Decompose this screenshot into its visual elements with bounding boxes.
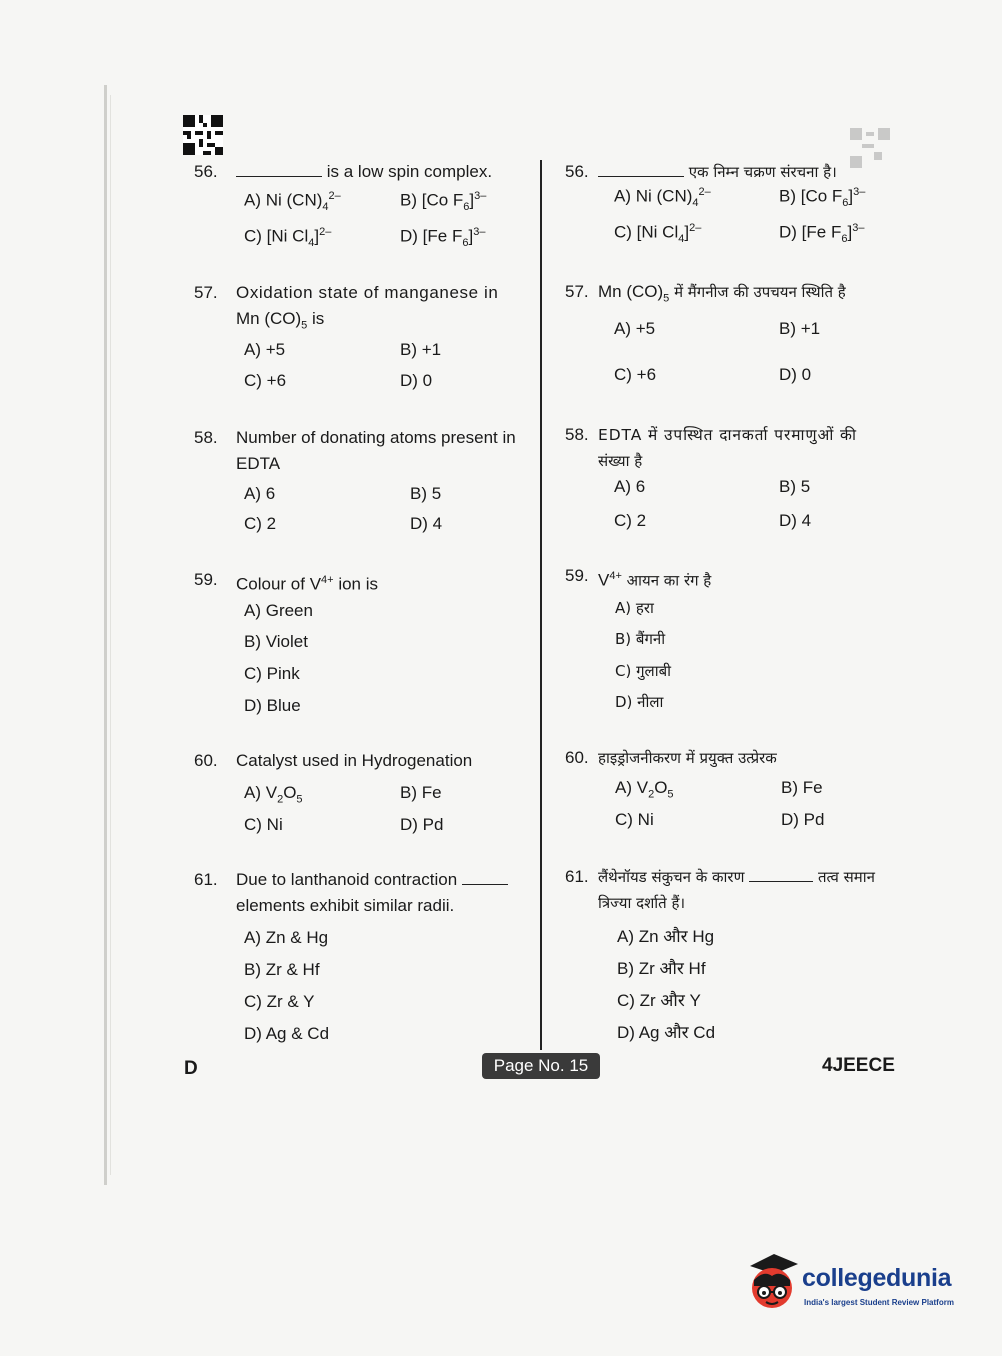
- question-number: 60.: [565, 748, 589, 767]
- question-text: EDTA में उपस्थित दानकर्ता परमाणुओं की: [598, 426, 857, 444]
- question-text-line2: elements exhibit similar radii.: [236, 896, 455, 915]
- option-c: C) +6: [244, 371, 287, 390]
- question-number: 57.: [565, 282, 589, 301]
- answer-blank: [749, 867, 813, 882]
- option-c: C) Pink: [244, 664, 300, 683]
- question-number: 60.: [194, 751, 218, 770]
- option-a: A) +5: [614, 319, 656, 338]
- question-number: 59.: [194, 570, 218, 589]
- exam-code: 4JEECE: [822, 1055, 895, 1076]
- option-c: C) [Ni $Cl_4]^{2-}$: [244, 226, 332, 250]
- question-number: 58.: [194, 428, 218, 447]
- option-a: A) 6: [614, 477, 646, 496]
- answer-blank: [462, 870, 508, 885]
- option-a: A) Zn & Hg: [244, 928, 329, 947]
- logo-wordmark: collegedunia: [802, 1264, 952, 1292]
- option-a: A) हरा: [615, 599, 654, 617]
- question-text-line2: Mn $(CO)_5$ is: [236, 309, 325, 332]
- question-text: हाइड्रोजनीकरण में प्रयुक्त उत्प्रेरक: [598, 749, 777, 767]
- question-text: एक निम्न चक्रण संरचना है।: [598, 159, 837, 185]
- question-number: 58.: [565, 425, 589, 444]
- question-set-letter: D: [184, 1058, 198, 1079]
- column-divider: [540, 160, 542, 1050]
- faded-qr-code-icon: [850, 128, 890, 168]
- question-number: 56.: [194, 162, 218, 181]
- question-text-line2: त्रिज्या दर्शाते हैं।: [598, 894, 686, 912]
- option-b: B) 5: [410, 484, 442, 503]
- option-b: B) [Co $F_6]^{3-}$: [400, 190, 487, 214]
- mascot-icon: [744, 1250, 800, 1316]
- option-d: D) 0: [400, 371, 433, 390]
- option-c: C) Ni: [615, 810, 654, 829]
- question-number: 56.: [565, 162, 589, 181]
- question-number: 61.: [194, 870, 218, 889]
- option-a: A) Green: [244, 601, 313, 620]
- option-b: B) 5: [779, 477, 811, 496]
- question-text: Catalyst used in Hydrogenation: [236, 751, 473, 770]
- option-c: C) Zr & Y: [244, 992, 315, 1011]
- option-d: D) Blue: [244, 696, 301, 715]
- question-text: Colour of $V^{4+}$ ion is: [236, 574, 379, 594]
- option-a: A) Ni $(CN)_4^{2-}$: [244, 190, 341, 214]
- collegedunia-logo: [744, 1248, 974, 1318]
- question-text: Mn $(CO)_5$ में मैंगनीज की उपचयन स्थिति है: [598, 282, 846, 305]
- question-text-line2: EDTA: [236, 454, 281, 473]
- option-c: C) Zr और Y: [617, 991, 701, 1010]
- option-c: C) Ni: [244, 815, 283, 834]
- answer-blank: [598, 162, 684, 177]
- question-text: is a low spin complex.: [236, 159, 492, 185]
- qr-code-icon: [183, 115, 223, 155]
- option-b: B) +1: [400, 340, 442, 359]
- scan-edge: [104, 85, 107, 1185]
- question-number: 57.: [194, 283, 218, 302]
- option-b: B) Fe: [400, 783, 442, 802]
- option-b: B) [Co $F_6]^{3-}$: [779, 186, 866, 210]
- option-c: C) [Ni $Cl_4]^{2-}$: [614, 222, 702, 246]
- option-b: B) Violet: [244, 632, 308, 651]
- question-text: Oxidation state of manganese in: [236, 283, 499, 302]
- question-number: 59.: [565, 566, 589, 585]
- option-b: B) +1: [779, 319, 821, 338]
- option-d: D) Pd: [400, 815, 444, 834]
- option-a: A) Zn और Hg: [617, 927, 715, 946]
- question-text-line2: संख्या है: [598, 452, 643, 470]
- question-text: लैंथेनॉयड संकुचन के कारण तत्व समान: [598, 868, 875, 886]
- scan-edge-shadow: [110, 95, 111, 1175]
- option-d: D) [Fe $F_6]^{3-}$: [779, 222, 865, 246]
- answer-blank: [236, 162, 322, 177]
- question-text: $V^{4+}$ आयन का रंग है: [598, 570, 712, 590]
- option-d: D) नीला: [615, 693, 664, 711]
- option-b: B) Fe: [781, 778, 823, 797]
- option-a: A) Ni $(CN)_4^{2-}$: [614, 186, 711, 210]
- option-b: B) Zr & Hf: [244, 960, 320, 979]
- page-number-badge: Page No. 15: [482, 1053, 600, 1079]
- option-b: B) बैंगनी: [615, 630, 666, 648]
- question-text: Number of donating atoms present in: [236, 428, 516, 447]
- option-a: A) 6: [244, 484, 276, 503]
- option-d: D) 4: [410, 514, 443, 533]
- option-d: D) 0: [779, 365, 812, 384]
- option-c: C) 2: [614, 511, 647, 530]
- option-c: C) 2: [244, 514, 277, 533]
- logo-tagline: India's largest Student Review Platform: [804, 1298, 954, 1307]
- option-c: C) गुलाबी: [615, 662, 672, 680]
- option-c: C) +6: [614, 365, 657, 384]
- option-d: D) Ag और Cd: [617, 1023, 716, 1042]
- option-d: D) 4: [779, 511, 812, 530]
- option-b: B) Zr और Hf: [617, 959, 706, 978]
- option-a: A) +5: [244, 340, 286, 359]
- option-a: A) $V_2O_5$: [615, 778, 674, 801]
- question-number: 61.: [565, 867, 589, 886]
- option-d: D) Ag & Cd: [244, 1024, 330, 1043]
- option-d: D) [Fe $F_6]^{3-}$: [400, 226, 486, 250]
- option-a: A) $V_2O_5$: [244, 783, 303, 806]
- question-text: Due to lanthanoid contraction: [236, 867, 508, 893]
- option-d: D) Pd: [781, 810, 825, 829]
